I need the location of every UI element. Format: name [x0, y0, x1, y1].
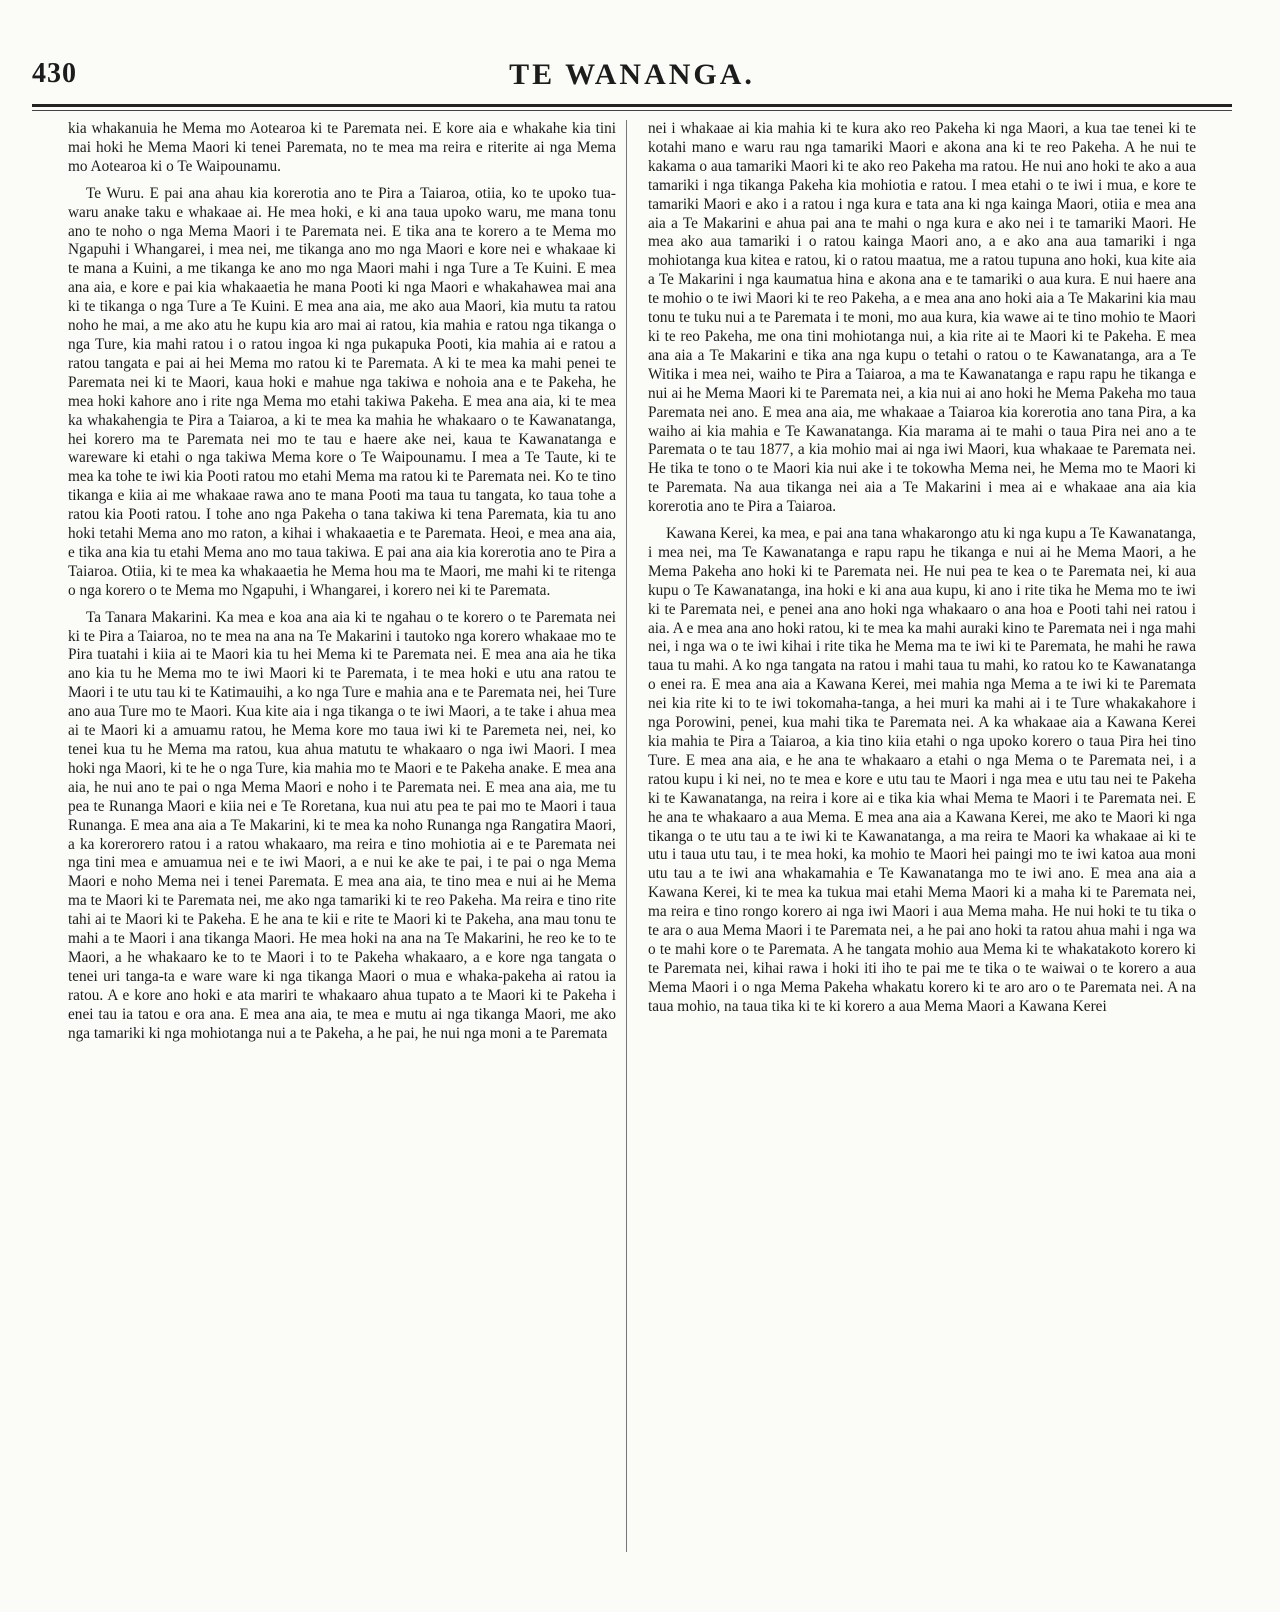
column-divider: [626, 120, 627, 1552]
article-paragraph: nei i whakaae ai kia mahia ki te kura ako reo Pakeha ki nga Maori, a kua tae tenei ki te kotahi mano e waru rau nga tamariki Maori e akona ana ki te reo Pakeha. A he nui te kakama o aua tamariki Maori ki te ako reo Pakeha ma ratou. He nui ano hoki te ako a aua tamariki i nga tikanga Pakeha kia mohiotia e ratou. I mea etahi o te iwi i mua, e kore te tamariki Maori e ako i a ratou i nga kura e tata ana ki nga kainga Maori, otiia e mea ana aia a Te Makarini e ahua pai ana te mahi o nga kura e ako nei i te tamariki Maori. He mea ako aua tamariki i o ratou kainga Maori ano, a e ako ana aua tamariki i nga mohiotanga kua kitea e ratou, ki o ratou maatua, me a ratou tupuna ano hoki, kua kite aia a Te Makarini i nga kaumatua hina e akona ana e te tamariki o aua kura. E nui haere ana te mohio o te iwi Maori ki te reo Pakeha, a e mea ana ano hoki aia a Te Makarini kia mau tonu te tuku nui a te Paremata i te moni, mo aua kura, kia wawe ai te tino mohio te Maori ki te reo Pakeha, me ona tini mohiotanga nui, a kia rite ai te Maori ki te Pakeha. E mea ana aia a Te Makarini e tika ana nga kupu o tetahi o ratou o te Kawanatanga, ara a Te Witika i mea nei, waiho te Pira a Taiaroa, a ma te Kawanatanga e rapu rapu he tikanga e nui ai he Mema Maori ki te Paremata nei, a kia nui ai ano hoki he Mema Pakeha mo taua Paremata nei ano. E mea ana aia, me whakaae a Taiaroa kia korerotia ano tana Pira, a ka waiho ai kia mahia e Te Kawanatanga. Kia marama ai te mahi o taua Pira nei ano a te Paremata o te tau 1877, a kia mohio mai ai nga iwi Maori, kua whakaae te Paremata nei. He tika te tono o te Maori kia nui ake i te tokowha Mema nei, he Mema mo te Maori ki te Paremata. Na aua tikanga nei aia a Te Makarini i mea ai e whakaae ana aia kia korerotia ano te Pira a Taiaroa.: [648, 120, 1196, 516]
article-paragraph: Ta Tanara Makarini. Ka mea e koa ana aia ki te ngahau o te korero o te Paremata nei ki te Pira a Taiaroa, no te mea na ana na Te Makarini i tautoko nga korero whakaae mo te Pira tuatahi i kiia ai te Maori kia tu hei Mema ki te Paremata nei. E mea ana aia he tika ano kia tu he Mema mo te iwi Maori ki te Paremata, i te mea hoki e utu ana ratou te Maori i te utu tau ki te Katimauihi, a ko nga Ture e mahia ana e te Paremata nei, hei Ture ano aua Ture mo te Maori. Kua kite aia i nga tikanga o te iwi Maori, a te take i ahua mea ai te Maori ki a amuamu ratou, he Mema kore mo taua iwi ki te Paremeta nei, nei, ko tenei kua tu he Mema ma ratou, kua ahua matutu te whakaaro o nga iwi Maori. I mea hoki nga Maori, ki te he o nga Ture, kia mahia mo te Maori e te Pakeha anake. E mea ana aia, he nui ano te pai o nga Mema Maori e noho i te Paremata nei. E mea ana aia, me tu pea te Runanga Maori e kiia nei e Te Roretana, kua nui atu pea te pai mo te Maori i taua Runanga. E mea ana aia a Te Makarini, ki te mea ka noho Runanga nga Rangatira Maori, a ka korerorero ratou i a ratou whakaaro, ma reira e tino mohiotia ai e te Paremata nei nga tini mea e amuamua nei e te iwi Maori, a e nui ke ake te pai, i te pai o nga Mema Maori e noho Mema nei i tenei Paremata. E mea ana aia, te tino mea e nui ai he Mema ma te Maori ki te Paremata nei, me ako nga tamariki ki te reo Pakeha. Ma reira e tino rite tahi ai te Maori ki te Pakeha. E he ana te kii e rite te Maori ki te Pakeha, ana mau tonu te mahi a te Maori i ana tikanga Maori. He mea hoki na ana na Te Makarini, he reo ke to te Maori, a he whakaaro ke to te Maori i to te Pakeha whakaaro, a e kore nga tangata o tenei uri tanga-ta e ware ware ki nga tikanga Maori o mua e whaka-pakeha ai ratou ia ratou. A e kore ano hoki e ata mariri te whakaaro ahua tupato a te Maori ki te Pakeha i enei tau ia tatou e ora ana. E mea ana aia, te mea e mutu ai nga tikanga Maori, me ako nga tamariki ki nga mohiotanga nui a te Pakeha, a he pai, he nui nga moni a te Paremata: [68, 608, 616, 1042]
page-number: 430: [32, 58, 77, 89]
newspaper-title: TE WANANGA.: [509, 58, 755, 91]
left-column: [68, 120, 616, 1044]
article-paragraph: kia whakanuia he Mema mo Aotearoa ki te Paremata nei. E kore aia e whakahe kia tini mai hoki he Mema Maori ki tenei Paremata, no te mea ma reira e riterite ai nga Mema mo Aotearoa ki o Te Waipounamu.: [68, 120, 616, 175]
header-rule: [32, 104, 1232, 107]
page-header: [32, 58, 1232, 98]
article-paragraph: Kawana Kerei, ka mea, e pai ana tana whakarongo atu ki nga kupu a Te Kawanatanga, i mea nei, ma Te Kawanatanga e rapu rapu he tikanga e nui ai he Mema Maori, a he Mema Pakeha ano hoki ki te Paremata nei. He nui pea te kea o te Paremata nei, ki aua kupu o Te Kawanatanga, ina hoki e ki ana aua kupu, ki ano i rite tika he Mema mo te iwi ki te Paremata nei, e penei ana ano hoki nga whakaaro o ana hoa e Pooti tahi nei ratou i aia. A e mea ana ano hoki ratou, ki te mea ka mahi auraki kino te Paremata nei i nga mahi nei, i nga wa o te iwi kihai i rite tika he Mema ma te iwi ki te Paremata, he mahi he rawa taua tu mahi. A ko nga tangata na ratou i mahi taua tu mahi, ko ratou ko te Kawanatanga o enei ra. E mea ana aia a Kawana Kerei, mei mahia nga Mema a te iwi ki te Paremata nei kia rite ki to te iwi tokomaha-tanga, a hei muri ka mahi ai i te Ture whakakahore i nga Porowini, penei, kua mahi tika te Paremata nei. A ka whakaae aia a Kawana Kerei kia mahia te Pira a Taiaroa, a kia tino kiia etahi o nga upoko korero o taua Pira hei tino Ture. E mea ana aia, e he ana te whakaaro a etahi o nga Mema o te Paremata nei, i a ratou kupu i ki nei, no te mea e kore e utu tau te Maori i nga mea e utu tau nei te Pakeha ki te Kawanatanga, na reira i kore ai e tika kia whai Mema te Maori i te Paremata nei. E he ana te whakaaro a aua Mema. E mea ana aia a Kawana Kerei, me ako te Maori ki nga tikanga o te utu tau a te iwi ki te Kawanatanga, a ma reira te Maori ka whakaae ai ki te utu i taua utu tau, i te mea hoki, ka mohio te Maori hei paingi mo te iwi katoa aua moni utu tau a te iwi ana whakamahia e Te Kawanatanga mo te iwi ano. E mea ana aia a Kawana Kerei, ki te mea ka tukua mai etahi Mema Maori ki a maha ki te Paremata nei, ma reira e tino rongo korero ai nga iwi Maori i aua Mema maha. He nui hoki te tu tika o te ara o aua Mema Maori i te Paremata nei, a he pai ano hoki ta ratou ahua mahi i nga wa o te mahi kore o te Paremata. A he tangata mohio aua Mema ki te whakatakoto korero ki te Paremata nei, kihai rawa i hoki iti iho te pai me te tika o te waiwai o te korero a aua Mema Maori i o nga Mema Pakeha whakatu korero ki te aro aro o te Paremata nei. A na taua mohio, na taua tika ki te ki korero a aua Mema Maori a Kawana Kerei: [648, 525, 1196, 1015]
right-column: [648, 120, 1196, 1017]
header-rule-thin: [32, 110, 1232, 111]
article-paragraph: Te Wuru. E pai ana ahau kia korerotia ano te Pira a Taiaroa, otiia, ko te upoko tua-waru anake taku e whakaae ai. He mea hoki, e ki ana taua upoko waru, me mana tonu ano te noho o nga Mema Maori i te Paremata nei. E tika ana te korero a te Mema mo Ngapuhi i Whangarei, i mea nei, me tikanga ano mo nga Maori e kore nei e whakaae ki te mana a Kuini, a me tikanga ke ano mo nga Maori mahi i nga Ture a Te Kuini. E mea ana aia, e kore e pai kia whakaaetia he mana Pooti ki nga Maori e whakahawea mai ana ki te tikanga o nga Ture a Te Kuini. E mea ana aia, me ako aua Maori, kia mutu ta ratou noho he mai, a me ako atu he kupu kia aro mai ai ratou, kia mahia e ratou nga tikanga o nga Ture, kia mahi ratou i o ratou ingoa ki nga pukapuka Pooti, kia mahia ai e ratou a ratou tangata e pai ai hei Mema mo ratou ki te Paremata. A ki te mea ka mahi penei te Paremata nei ki te Maori, kaua hoki e mahue nga takiwa e nohoia ana e te Pakeha, he mea hoki kahore ano i rite nga Mema mo etahi takiwa Pakeha. E mea ana aia, ki te mea ka whakahengia te Pira a Taiaroa, a ki te mea ka mahia he whakaaro o te Kawanatanga, hei korero ma te Paremata nei mo te tau e haere ake nei, kaua te Kawanatanga e wareware ki etahi o nga takiwa Mema kore o Te Waipounamu. I mea a Te Taute, ki te mea ka tohe te iwi kia Pooti ratou mo etahi Mema ma ratou ki te Paremata nei. Ko te tino tikanga e kiia ai me whakaae rawa ano te mana Pooti ma taua tu tangata, ko taua tohe a ratou kia Pooti ratou. I tohe ano nga Pakeha o tana takiwa ki tena Paremata, kia tu ano hoki tetahi Mema ano mo raton, a kihai i whakaaetia e te Paremata. Heoi, e mea ana aia, e tika ana kia tu etahi Mema ano mo taua takiwa. E pai ana aia kia korerotia ano te Pira a Taiaroa. Otiia, ki te mea ka whakaaetia he Mema hou ma te Maori, me mahi ki te ritenga o nga korero o te Mema mo Ngapuhi, i Whangarei, i korero nei ki te Paremata.: [68, 184, 616, 599]
